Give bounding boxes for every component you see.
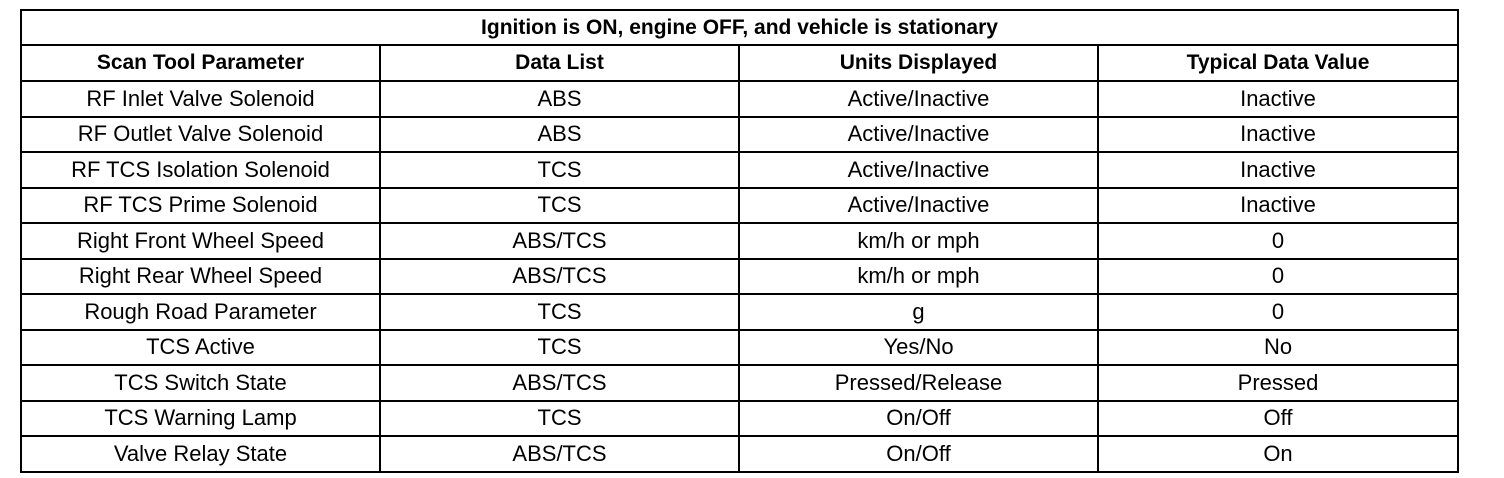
table-row: [21, 188, 1458, 224]
cell-units: Pressed/Release: [739, 365, 1098, 401]
cell-typical-value: Off: [1098, 401, 1458, 437]
cell-data-list: ABS/TCS: [380, 365, 739, 401]
cell-typical-value: 0: [1098, 259, 1458, 295]
cell-typical-value: Inactive: [1098, 81, 1458, 117]
cell-units: On/Off: [739, 436, 1098, 472]
table-row: [21, 223, 1458, 259]
cell-data-list: ABS: [380, 81, 739, 117]
header-typical-data-value: Typical Data Value: [1098, 45, 1458, 81]
cell-units: Yes/No: [739, 330, 1098, 366]
cell-parameter: RF Outlet Valve Solenoid: [21, 117, 380, 153]
cell-units: g: [739, 294, 1098, 330]
table-row: [21, 152, 1458, 188]
cell-units: km/h or mph: [739, 223, 1098, 259]
cell-data-list: ABS: [380, 117, 739, 153]
cell-typical-value: Inactive: [1098, 152, 1458, 188]
cell-typical-value: Inactive: [1098, 117, 1458, 153]
header-units-displayed: Units Displayed: [739, 45, 1098, 81]
cell-parameter: RF TCS Prime Solenoid: [21, 188, 380, 224]
cell-typical-value: Inactive: [1098, 188, 1458, 224]
cell-parameter: Right Front Wheel Speed: [21, 223, 380, 259]
table-row: [21, 401, 1458, 437]
cell-data-list: ABS/TCS: [380, 259, 739, 295]
scan-tool-data-table: [20, 9, 1459, 473]
cell-typical-value: No: [1098, 330, 1458, 366]
table-row: [21, 365, 1458, 401]
cell-units: km/h or mph: [739, 259, 1098, 295]
table-row: [21, 81, 1458, 117]
table-title: Ignition is ON, engine OFF, and vehicle is stationary: [21, 10, 1458, 45]
cell-parameter: Valve Relay State: [21, 436, 380, 472]
table-row: [21, 294, 1458, 330]
cell-units: On/Off: [739, 401, 1098, 437]
cell-parameter: TCS Switch State: [21, 365, 380, 401]
header-data-list: Data List: [380, 45, 739, 81]
cell-units: Active/Inactive: [739, 81, 1098, 117]
cell-parameter: TCS Warning Lamp: [21, 401, 380, 437]
cell-typical-value: Pressed: [1098, 365, 1458, 401]
table-row: [21, 436, 1458, 472]
cell-parameter: Rough Road Parameter: [21, 294, 380, 330]
cell-units: Active/Inactive: [739, 152, 1098, 188]
cell-data-list: TCS: [380, 294, 739, 330]
cell-data-list: TCS: [380, 330, 739, 366]
cell-data-list: TCS: [380, 401, 739, 437]
header-scan-tool-parameter: Scan Tool Parameter: [21, 45, 380, 81]
cell-units: Active/Inactive: [739, 188, 1098, 224]
cell-data-list: TCS: [380, 152, 739, 188]
cell-parameter: TCS Active: [21, 330, 380, 366]
cell-data-list: ABS/TCS: [380, 436, 739, 472]
table-row: [21, 330, 1458, 366]
table-row: [21, 117, 1458, 153]
cell-parameter: Right Rear Wheel Speed: [21, 259, 380, 295]
cell-typical-value: 0: [1098, 294, 1458, 330]
table-title-row: [21, 10, 1458, 45]
table-row: [21, 259, 1458, 295]
cell-typical-value: 0: [1098, 223, 1458, 259]
cell-typical-value: On: [1098, 436, 1458, 472]
cell-data-list: TCS: [380, 188, 739, 224]
cell-data-list: ABS/TCS: [380, 223, 739, 259]
cell-units: Active/Inactive: [739, 117, 1098, 153]
cell-parameter: RF Inlet Valve Solenoid: [21, 81, 380, 117]
table-header-row: [21, 45, 1458, 81]
cell-parameter: RF TCS Isolation Solenoid: [21, 152, 380, 188]
